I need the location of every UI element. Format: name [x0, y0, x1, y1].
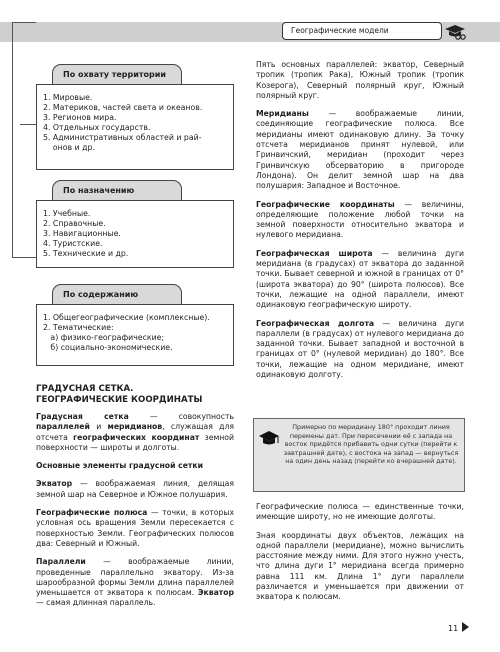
- next-page-arrow-icon: [462, 622, 469, 632]
- scheme-group-title: По назначению: [52, 180, 182, 200]
- paragraph-main-parallels: Пять основных параллелей: экватор, Северный тропик (тропик Рака), Южный тропик (тропик Козерога), Северный полярный круг, Южный полярный круг.: [256, 60, 464, 100]
- scheme-group-title: По содержанию: [52, 284, 182, 304]
- graduation-cap-icon: [444, 22, 466, 40]
- text: , служащая для отсчета: [36, 422, 234, 442]
- list-item: 5. Административных областей и рай-: [43, 133, 202, 142]
- list-item: 1. Мировые.: [43, 93, 93, 102]
- text: — воображаемые линии, соединяющие географические полюса. Все меридианы имеют одинаковую длину. За точку отсчета меридианов принят нулевой, или Гринвичский, меридиан (проходит через Гринвичскую обсерваторию в пригороде Лондона). Он делит земной шар на два полушария: Западное и Восточное.: [256, 109, 464, 191]
- left-column: [36, 384, 234, 617]
- list-item: 4. Отдельных государств.: [43, 123, 151, 132]
- list-item: 5. Технические и др.: [43, 249, 129, 258]
- paragraph-latitude: [256, 249, 464, 311]
- term: Экватор: [197, 588, 234, 598]
- text: и: [89, 422, 108, 432]
- section-title: [36, 384, 234, 406]
- scheme-group-list: [36, 84, 234, 170]
- scheme-group-list: [36, 304, 234, 366]
- note-box: [253, 418, 465, 492]
- subheading: Основные элементы градусной сетки: [36, 461, 203, 471]
- note-text: Примерно по меридиану 180° проходит линия перемены дат. При пересечении её с запада на восток придётся прибавить одни сутки (перейти к завтрашней дате), с востока на запад — вернуться на один день назад (перейти ко вчерашней дате).: [283, 423, 459, 465]
- paragraph-grid: [36, 412, 234, 453]
- list-item: 2. Материков, частей света и океанов.: [43, 103, 203, 112]
- scheme-connector: [20, 257, 36, 258]
- text: земной поверхности — широты и долготы.: [36, 432, 234, 452]
- list-item: 4. Туристские.: [43, 239, 103, 248]
- scheme-group-list: [36, 200, 234, 268]
- list-item: б) социально-экономические.: [43, 343, 173, 352]
- scheme-connector: [20, 22, 36, 23]
- text: — величина дуги параллели (в градусах) от нулевого меридиана до заданной точки. Бывает западной и восточной в границах от 0° (нулевой меридиан) до 180°. Все точки, лежащие на одном меридиане, имеют одинаковую долготу.: [256, 318, 464, 380]
- scheme-connector: [20, 124, 36, 125]
- paragraph-longitude: [256, 319, 464, 381]
- term: Градусная сетка: [36, 412, 129, 421]
- paragraph-poles-coords: Географические полюса — единственные точки, имеющие широту, но не имеющие долготы.: [256, 502, 464, 522]
- text: — величины, определяющие положение любой точки на земной поверхности относительно экватора и нулевого меридиана.: [256, 199, 464, 240]
- term: Географическая широта: [256, 248, 373, 258]
- term: Географические координаты: [256, 199, 395, 209]
- list-item: 3. Регионов мира.: [43, 113, 117, 122]
- scheme-group-title: По охвату территории: [52, 64, 182, 84]
- term: меридианов: [107, 422, 163, 432]
- list-item: 3. Навигационные.: [43, 229, 121, 238]
- term: Экватор: [36, 479, 73, 489]
- list-item: 2. Тематические:: [43, 323, 114, 332]
- text: — совокупность: [128, 412, 234, 421]
- term: Географическая долгота: [256, 318, 375, 328]
- graduation-cap-icon: [257, 422, 281, 490]
- text: — воображаемая линия, делящая земной шар на Северное и Южное полушария.: [36, 479, 234, 499]
- list-item: 1. Учебные.: [43, 209, 91, 218]
- term: Географические полюса: [36, 508, 148, 518]
- paragraph-distance: Зная координаты двух объектов, лежащих на одной параллели (меридиане), можно вычислить расстояние между ними. Для этого нужно учесть, что длина дуги 1° меридиана всегда примерно равна 111 км. Длина 1° дуги параллели различается и уменьшается при движении от экватора к полюсам.: [256, 530, 464, 602]
- term: географических координат: [73, 432, 200, 442]
- list-item: а) физико-географические;: [43, 333, 165, 342]
- scheme-bracket: [12, 22, 20, 258]
- right-column-bottom: [256, 502, 464, 611]
- section-title-line: ГЕОГРАФИЧЕСКИЕ КООРДИНАТЫ: [36, 395, 203, 405]
- term: Меридианы: [256, 109, 309, 119]
- paragraph-coordinates: [256, 200, 464, 241]
- paragraph-poles: [36, 508, 234, 549]
- section-title-line: ГРАДУСНАЯ СЕТКА.: [36, 384, 134, 394]
- list-item: 1. Общегеографические (комплексные).: [43, 313, 210, 322]
- paragraph-meridians: [256, 109, 464, 191]
- paragraph-parallels: [36, 557, 234, 608]
- paragraph-equator: [36, 479, 234, 500]
- term: параллелей: [36, 422, 90, 432]
- text: — точки, в которых условная ось вращения Земли пересекается с поверхностью Земли. Географических полюсов два: Северный и Южный.: [36, 508, 234, 548]
- term: Параллели: [36, 557, 86, 567]
- page-number: 11: [448, 624, 459, 633]
- right-column: [256, 60, 464, 388]
- list-item: онов и др.: [43, 143, 95, 152]
- list-item: 2. Справочные.: [43, 219, 106, 228]
- text: — самая длинная параллель.: [36, 598, 156, 608]
- running-header-title: Географические модели: [282, 22, 442, 40]
- text: — воображаемые линии, проведенные параллельно экватору. Из-за шарообразной формы Земли длина параллелей уменьшается от экватора к полюсам.: [36, 557, 234, 598]
- text: — величина дуги меридиана (в градусах) от экватора до заданной точки. Бывает северной и южной в границах от 0° (широта экватора) до 90° (широта полюсов). Все точки, лежащие на одной параллели, имеют одинаковую географическую широту.: [256, 248, 464, 310]
